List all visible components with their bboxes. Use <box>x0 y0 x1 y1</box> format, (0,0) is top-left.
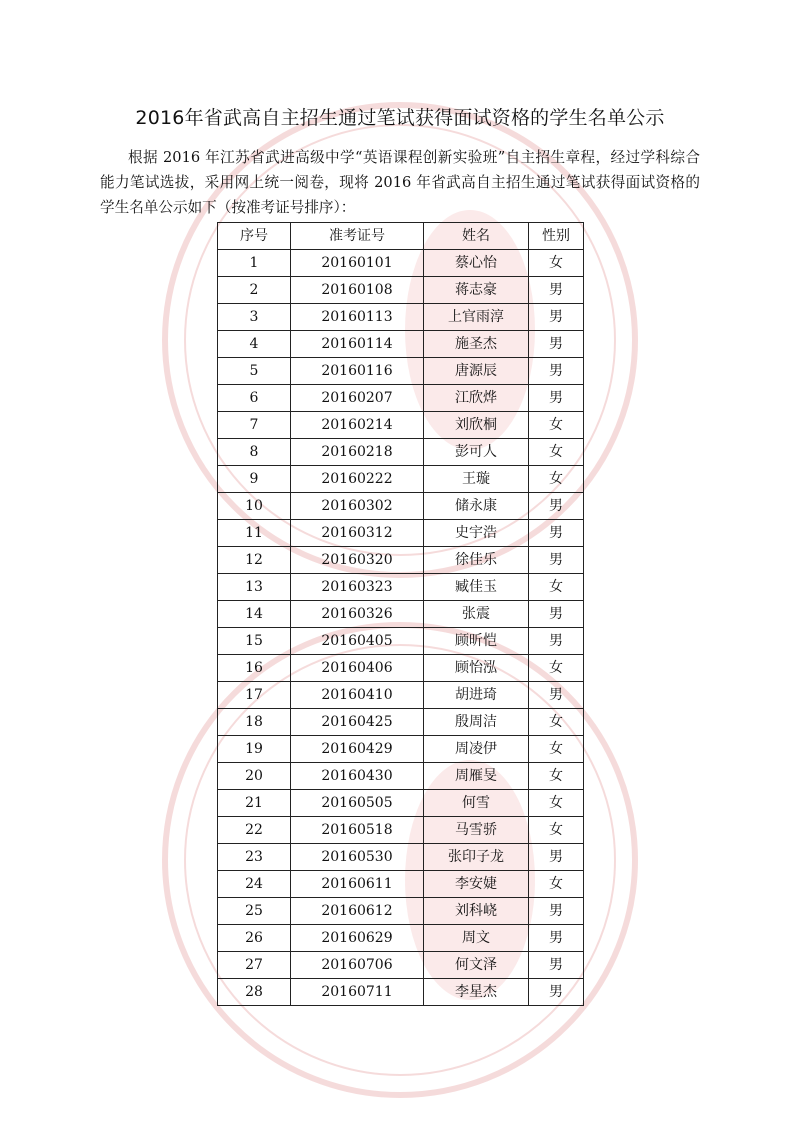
header-name: 姓名 <box>424 223 529 250</box>
row-gender: 男 <box>529 628 584 655</box>
row-index: 25 <box>218 898 291 925</box>
row-index: 4 <box>218 331 291 358</box>
row-student-name: 江欣烨 <box>424 385 529 412</box>
table-row <box>218 898 584 925</box>
table-row <box>218 304 584 331</box>
row-gender: 女 <box>529 655 584 682</box>
row-gender: 女 <box>529 412 584 439</box>
row-exam-number: 20160113 <box>291 304 424 331</box>
table-row <box>218 655 584 682</box>
row-exam-number: 20160116 <box>291 358 424 385</box>
row-index: 7 <box>218 412 291 439</box>
table-row <box>218 601 584 628</box>
table-row <box>218 952 584 979</box>
row-student-name: 唐源辰 <box>424 358 529 385</box>
row-student-name: 储永康 <box>424 493 529 520</box>
page-title: 2016年省武高自主招生通过笔试获得面试资格的学生名单公示 <box>135 107 665 129</box>
row-exam-number: 20160320 <box>291 547 424 574</box>
table-row <box>218 331 584 358</box>
row-student-name: 李星杰 <box>424 979 529 1006</box>
row-index: 22 <box>218 817 291 844</box>
table-row <box>218 574 584 601</box>
row-gender: 女 <box>529 763 584 790</box>
row-gender: 男 <box>529 331 584 358</box>
table-row <box>218 844 584 871</box>
row-index: 19 <box>218 736 291 763</box>
row-student-name: 蔡心怡 <box>424 250 529 277</box>
row-exam-number: 20160612 <box>291 898 424 925</box>
row-student-name: 刘欣桐 <box>424 412 529 439</box>
row-index: 8 <box>218 439 291 466</box>
row-gender: 男 <box>529 682 584 709</box>
row-gender: 男 <box>529 925 584 952</box>
row-student-name: 张印子龙 <box>424 844 529 871</box>
row-index: 26 <box>218 925 291 952</box>
row-gender: 男 <box>529 952 584 979</box>
row-student-name: 顾昕恺 <box>424 628 529 655</box>
table-row <box>218 763 584 790</box>
row-gender: 女 <box>529 871 584 898</box>
table-body <box>218 250 584 1006</box>
row-exam-number: 20160405 <box>291 628 424 655</box>
row-exam-number: 20160629 <box>291 925 424 952</box>
row-student-name: 徐佳乐 <box>424 547 529 574</box>
row-index: 11 <box>218 520 291 547</box>
table-header-row <box>218 223 584 250</box>
row-student-name: 李安婕 <box>424 871 529 898</box>
header-exam-number: 准考证号 <box>291 223 424 250</box>
row-index: 3 <box>218 304 291 331</box>
row-exam-number: 20160429 <box>291 736 424 763</box>
row-gender: 男 <box>529 493 584 520</box>
row-gender: 女 <box>529 439 584 466</box>
row-gender: 男 <box>529 304 584 331</box>
row-exam-number: 20160302 <box>291 493 424 520</box>
row-index: 13 <box>218 574 291 601</box>
row-exam-number: 20160218 <box>291 439 424 466</box>
row-index: 24 <box>218 871 291 898</box>
row-gender: 男 <box>529 358 584 385</box>
row-index: 14 <box>218 601 291 628</box>
row-gender: 男 <box>529 547 584 574</box>
row-gender: 男 <box>529 844 584 871</box>
row-exam-number: 20160312 <box>291 520 424 547</box>
row-student-name: 蒋志豪 <box>424 277 529 304</box>
table-row <box>218 628 584 655</box>
row-index: 1 <box>218 250 291 277</box>
table-row <box>218 520 584 547</box>
row-student-name: 施圣杰 <box>424 331 529 358</box>
row-index: 10 <box>218 493 291 520</box>
row-index: 15 <box>218 628 291 655</box>
row-exam-number: 20160430 <box>291 763 424 790</box>
table-row <box>218 493 584 520</box>
row-exam-number: 20160711 <box>291 979 424 1006</box>
table-row <box>218 871 584 898</box>
row-index: 18 <box>218 709 291 736</box>
row-exam-number: 20160530 <box>291 844 424 871</box>
row-student-name: 张震 <box>424 601 529 628</box>
table-row <box>218 439 584 466</box>
row-exam-number: 20160425 <box>291 709 424 736</box>
header-index: 序号 <box>218 223 291 250</box>
header-gender: 性别 <box>529 223 584 250</box>
row-exam-number: 20160518 <box>291 817 424 844</box>
row-gender: 男 <box>529 898 584 925</box>
row-exam-number: 20160114 <box>291 331 424 358</box>
table-row <box>218 682 584 709</box>
row-index: 16 <box>218 655 291 682</box>
row-exam-number: 20160406 <box>291 655 424 682</box>
row-student-name: 何雪 <box>424 790 529 817</box>
row-student-name: 王璇 <box>424 466 529 493</box>
table-row <box>218 412 584 439</box>
row-index: 5 <box>218 358 291 385</box>
row-student-name: 臧佳玉 <box>424 574 529 601</box>
student-list-table <box>217 222 584 1006</box>
row-student-name: 周雁旻 <box>424 763 529 790</box>
table-row <box>218 979 584 1006</box>
row-index: 21 <box>218 790 291 817</box>
row-index: 12 <box>218 547 291 574</box>
row-index: 2 <box>218 277 291 304</box>
row-gender: 女 <box>529 817 584 844</box>
row-gender: 男 <box>529 979 584 1006</box>
row-gender: 男 <box>529 385 584 412</box>
row-gender: 男 <box>529 520 584 547</box>
row-student-name: 史宇浩 <box>424 520 529 547</box>
row-gender: 女 <box>529 466 584 493</box>
intro-paragraph <box>100 145 700 220</box>
row-student-name: 刘科峣 <box>424 898 529 925</box>
row-gender: 女 <box>529 709 584 736</box>
row-student-name: 殷周洁 <box>424 709 529 736</box>
row-exam-number: 20160611 <box>291 871 424 898</box>
row-student-name: 周文 <box>424 925 529 952</box>
table-row <box>218 277 584 304</box>
row-index: 17 <box>218 682 291 709</box>
row-index: 23 <box>218 844 291 871</box>
table-row <box>218 817 584 844</box>
row-exam-number: 20160326 <box>291 601 424 628</box>
row-index: 6 <box>218 385 291 412</box>
row-exam-number: 20160505 <box>291 790 424 817</box>
row-exam-number: 20160323 <box>291 574 424 601</box>
row-student-name: 周凌伊 <box>424 736 529 763</box>
row-exam-number: 20160222 <box>291 466 424 493</box>
table-row <box>218 547 584 574</box>
row-gender: 女 <box>529 736 584 763</box>
table-row <box>218 709 584 736</box>
row-exam-number: 20160410 <box>291 682 424 709</box>
row-student-name: 何文泽 <box>424 952 529 979</box>
row-index: 27 <box>218 952 291 979</box>
row-index: 9 <box>218 466 291 493</box>
row-exam-number: 20160207 <box>291 385 424 412</box>
table-row <box>218 358 584 385</box>
table-row <box>218 790 584 817</box>
row-student-name: 顾怡泓 <box>424 655 529 682</box>
table-row <box>218 925 584 952</box>
row-student-name: 胡进琦 <box>424 682 529 709</box>
row-exam-number: 20160214 <box>291 412 424 439</box>
row-index: 20 <box>218 763 291 790</box>
row-student-name: 上官雨淳 <box>424 304 529 331</box>
row-gender: 女 <box>529 790 584 817</box>
row-exam-number: 20160101 <box>291 250 424 277</box>
row-student-name: 彭可人 <box>424 439 529 466</box>
row-gender: 女 <box>529 250 584 277</box>
row-exam-number: 20160108 <box>291 277 424 304</box>
intro-text: 根据 2016 年江苏省武进高级中学“英语课程创新实验班”自主招生章程，经过学科综合能力笔试选拔，采用网上统一阅卷，现将 2016 年省武高自主招生通过笔试获得面试资格的学生名单公示如下（按准考证号排序）： <box>100 149 700 216</box>
table-row <box>218 466 584 493</box>
row-exam-number: 20160706 <box>291 952 424 979</box>
table-row <box>218 385 584 412</box>
row-gender: 男 <box>529 601 584 628</box>
row-student-name: 马雪骄 <box>424 817 529 844</box>
row-index: 28 <box>218 979 291 1006</box>
row-gender: 女 <box>529 574 584 601</box>
row-gender: 男 <box>529 277 584 304</box>
table-row <box>218 250 584 277</box>
table-row <box>218 736 584 763</box>
